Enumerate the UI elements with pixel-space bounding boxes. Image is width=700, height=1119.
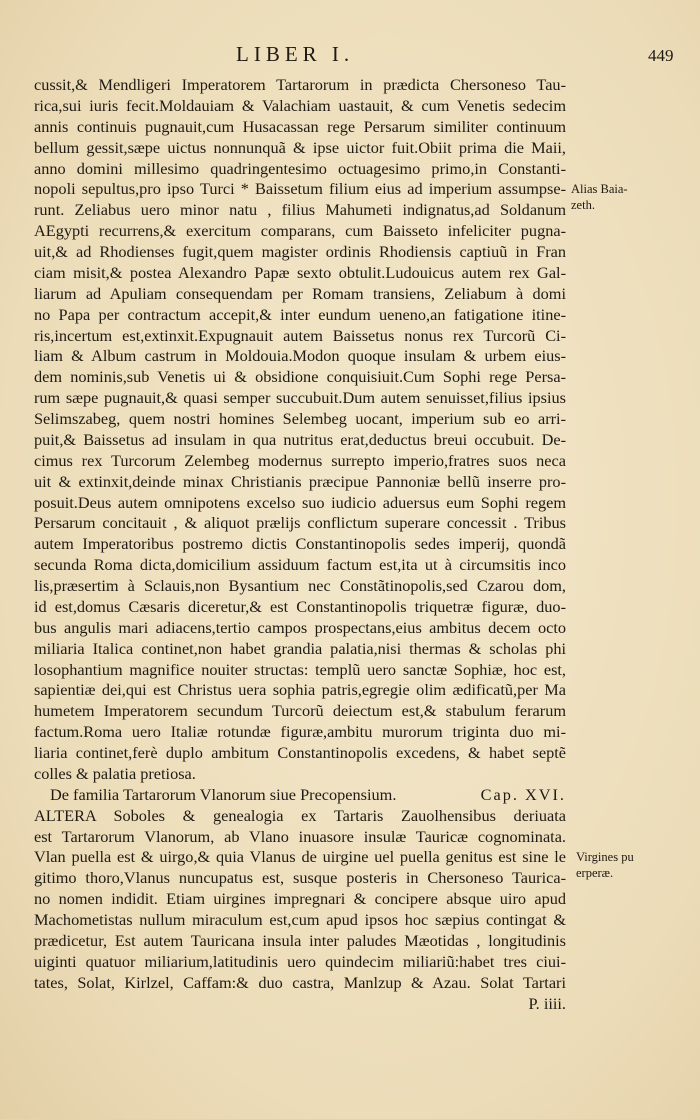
running-title: LIBER I. (236, 42, 355, 66)
text-line: factum.Roma uero Italiæ rotundæ figuræ,ambitu murorum triginta duo mi- (34, 722, 566, 742)
text-line: ALTERA Soboles & genealogia ex Tartaris Zauolhensibus deriuata (34, 805, 566, 825)
text-line: lis,præsertim à Sclauis,non Bysantium nec Constãtinopolis,sed Czarou dom, (34, 576, 566, 595)
text-line: id est,domus Cæsaris diceretur,& est Constantinopolis triquetræ figuræ, duo- (34, 596, 566, 616)
text-line: runt. Zeliabus uero minor natu , filius Mahumeti indignatus,ad Soldanum (34, 200, 566, 220)
text-line: colles & palatia pretiosa. (34, 763, 196, 783)
text-line: annis continuis pugnauit,cum Husacassan rege Persarum similiter continuum (34, 116, 566, 136)
text-line: Selimszabeg, quem nostri homines Selembeg uocant, imperium sub eo arri- (34, 409, 566, 428)
text-line: est Tartarorum Vlanorum, ab Vlano inuasore insulæ Tauricæ cognominata. (34, 826, 566, 846)
text-line: rum sæpe pugnauit,& quasi semper succubuit.Dum autem senuisset,filius ipsius (34, 388, 566, 408)
running-header (0, 42, 700, 72)
margin-note (571, 181, 628, 213)
chapter-paragraph (34, 806, 566, 994)
text-line: liam & Album castrum in Moldouia.Modon quoque insulam & urbem eius- (34, 346, 566, 366)
text-line: puit,& Baissetus ad insulam in qua nutritus erat,deductus breui occubuit. De- (34, 429, 566, 449)
text-line: no Papa per contractum accepit,& inter eundum ueneno,an fatigatione itine- (34, 304, 566, 324)
signature-mark: P. iiii. (528, 993, 566, 1013)
text-line: Persarum concitauit , & aliquot prælijs conflictum superare concessit . Tribus (34, 513, 566, 533)
text-line: uit,& ad Rhodienses fugit,quem magister ordinis Rhodiensis captiuũ in Fran (34, 242, 566, 261)
text-line: anno domini millesimo quadringentesimo octuagesimo primo,in Constanti- (34, 158, 566, 178)
margin-note-line: Virgines pu erperæ. (576, 850, 634, 880)
main-paragraph (34, 75, 566, 785)
page-number: 449 (648, 46, 674, 65)
text-line: Vlan puella est & uirgo,& quia Vlanus de uirgine uel puella genitus est sine le (34, 847, 566, 867)
text-line: humetem Imperatorem secundum Turcorũ deiectum est,& stabulum ferarum (34, 701, 566, 721)
text-line: Machometistas nullum miraculum est,cum apud ipsos hoc sæpius contingat & (34, 910, 566, 929)
text-line: posuit.Deus autem omnipotens excelso suo iudicio aduersus eum Sophi regem (34, 492, 566, 512)
text-line: uit & extinxit,deinde minax Christianis præcipue Pannoniæ bellũ inserre pro- (34, 471, 566, 491)
text-line: losophantium magnifice nouiter structas: templũ uero sanctæ Sophiæ, hoc est, (34, 659, 566, 679)
chapter-title: De familia Tartarorum Vlanorum siue Precopensium. (50, 784, 397, 804)
chapter-number: Cap. XVI. (480, 784, 566, 804)
text-line: prædicetur, Est autem Tauricana insula inter paludes Mæotidas , longitudinis (34, 930, 566, 950)
text-line: uiginti quatuor miliarium,latitudinis uero quindecim miliariũ:habet tres ciui- (34, 951, 566, 971)
text-line: AEgypti recurrens,& exercitum comparans, cum Baisseto infeliciter pugna- (34, 221, 566, 241)
margin-note (576, 849, 634, 881)
chapter-heading (34, 785, 566, 806)
text-line: rica,sui iuris fecit.Moldauiam & Valachiam uastauit, & cum Venetis sedecim (34, 95, 566, 115)
text-line: autem Imperatoribus postremo dictis Constantinopolis sedes imperij, quondã (34, 534, 566, 554)
text-line: sapientiæ dei,qui est Christus uera sophia patris,egregie olim ædificatũ,per Ma (34, 680, 566, 700)
text-body (34, 75, 566, 1014)
text-line: no nomen indidit. Etiam uirgines impregnari & concipere absque uiro apud (34, 889, 566, 909)
text-line: ris,incertum est,extinxit.Expugnauit autem Baissetus nonus rex Turcorũ Ci- (34, 325, 566, 345)
text-line: liaria continet,ferè duplo ambitum Constantinopolis excedens, & habet septẽ (34, 743, 566, 762)
text-line: cimus rex Turcorum Zelembeg modernus surrepto imperio,fratres suos neca (34, 450, 566, 470)
text-line: liarum ad Apuliam consequendam per Romam transiens, Zeliabum à domi (34, 283, 566, 303)
text-line: secunda Roma dicta,domicilium assiduum factum est,ita ut à circumsitis inco (34, 555, 566, 575)
text-line: cussit,& Mendligeri Imperatorem Tartarorum in prædicta Chersoneso Tau- (34, 75, 566, 94)
text-line: nopoli sepultus,pro ipso Turci * Baissetum filium eius ad imperium assumpse- (34, 179, 566, 199)
text-line: gitimo thoro,Vlanus nuncupatus est, susque posteris in Chersoneso Taurica- (34, 868, 566, 888)
text-line: ciam misit,& postea Alexandro Papæ sexto obtulit.Ludouicus autem rex Gal- (34, 262, 566, 282)
text-line: miliaria Italica continet,non habet grandia palatia,nisi thermas & scholas phi (34, 638, 566, 658)
text-line: tates, Solat, Kirlzel, Caffam:& duo castra, Manlzup & Azau. Solat Tartari (34, 972, 566, 992)
text-line: bellum gessit,sæpe uictus nonnunquã & ipse uictor fuit.Obiit prima die Maii, (34, 137, 566, 157)
text-line: bus angulis mari adiacens,tertio campos prospectans,eius ambitus decem octo (34, 617, 566, 637)
text-line: dem nominis,sub Venetis ui & obsidione conquisiuit.Cum Sophi rege Persa- (34, 367, 566, 387)
margin-note-line: Alias Baia- zeth. (571, 182, 628, 212)
